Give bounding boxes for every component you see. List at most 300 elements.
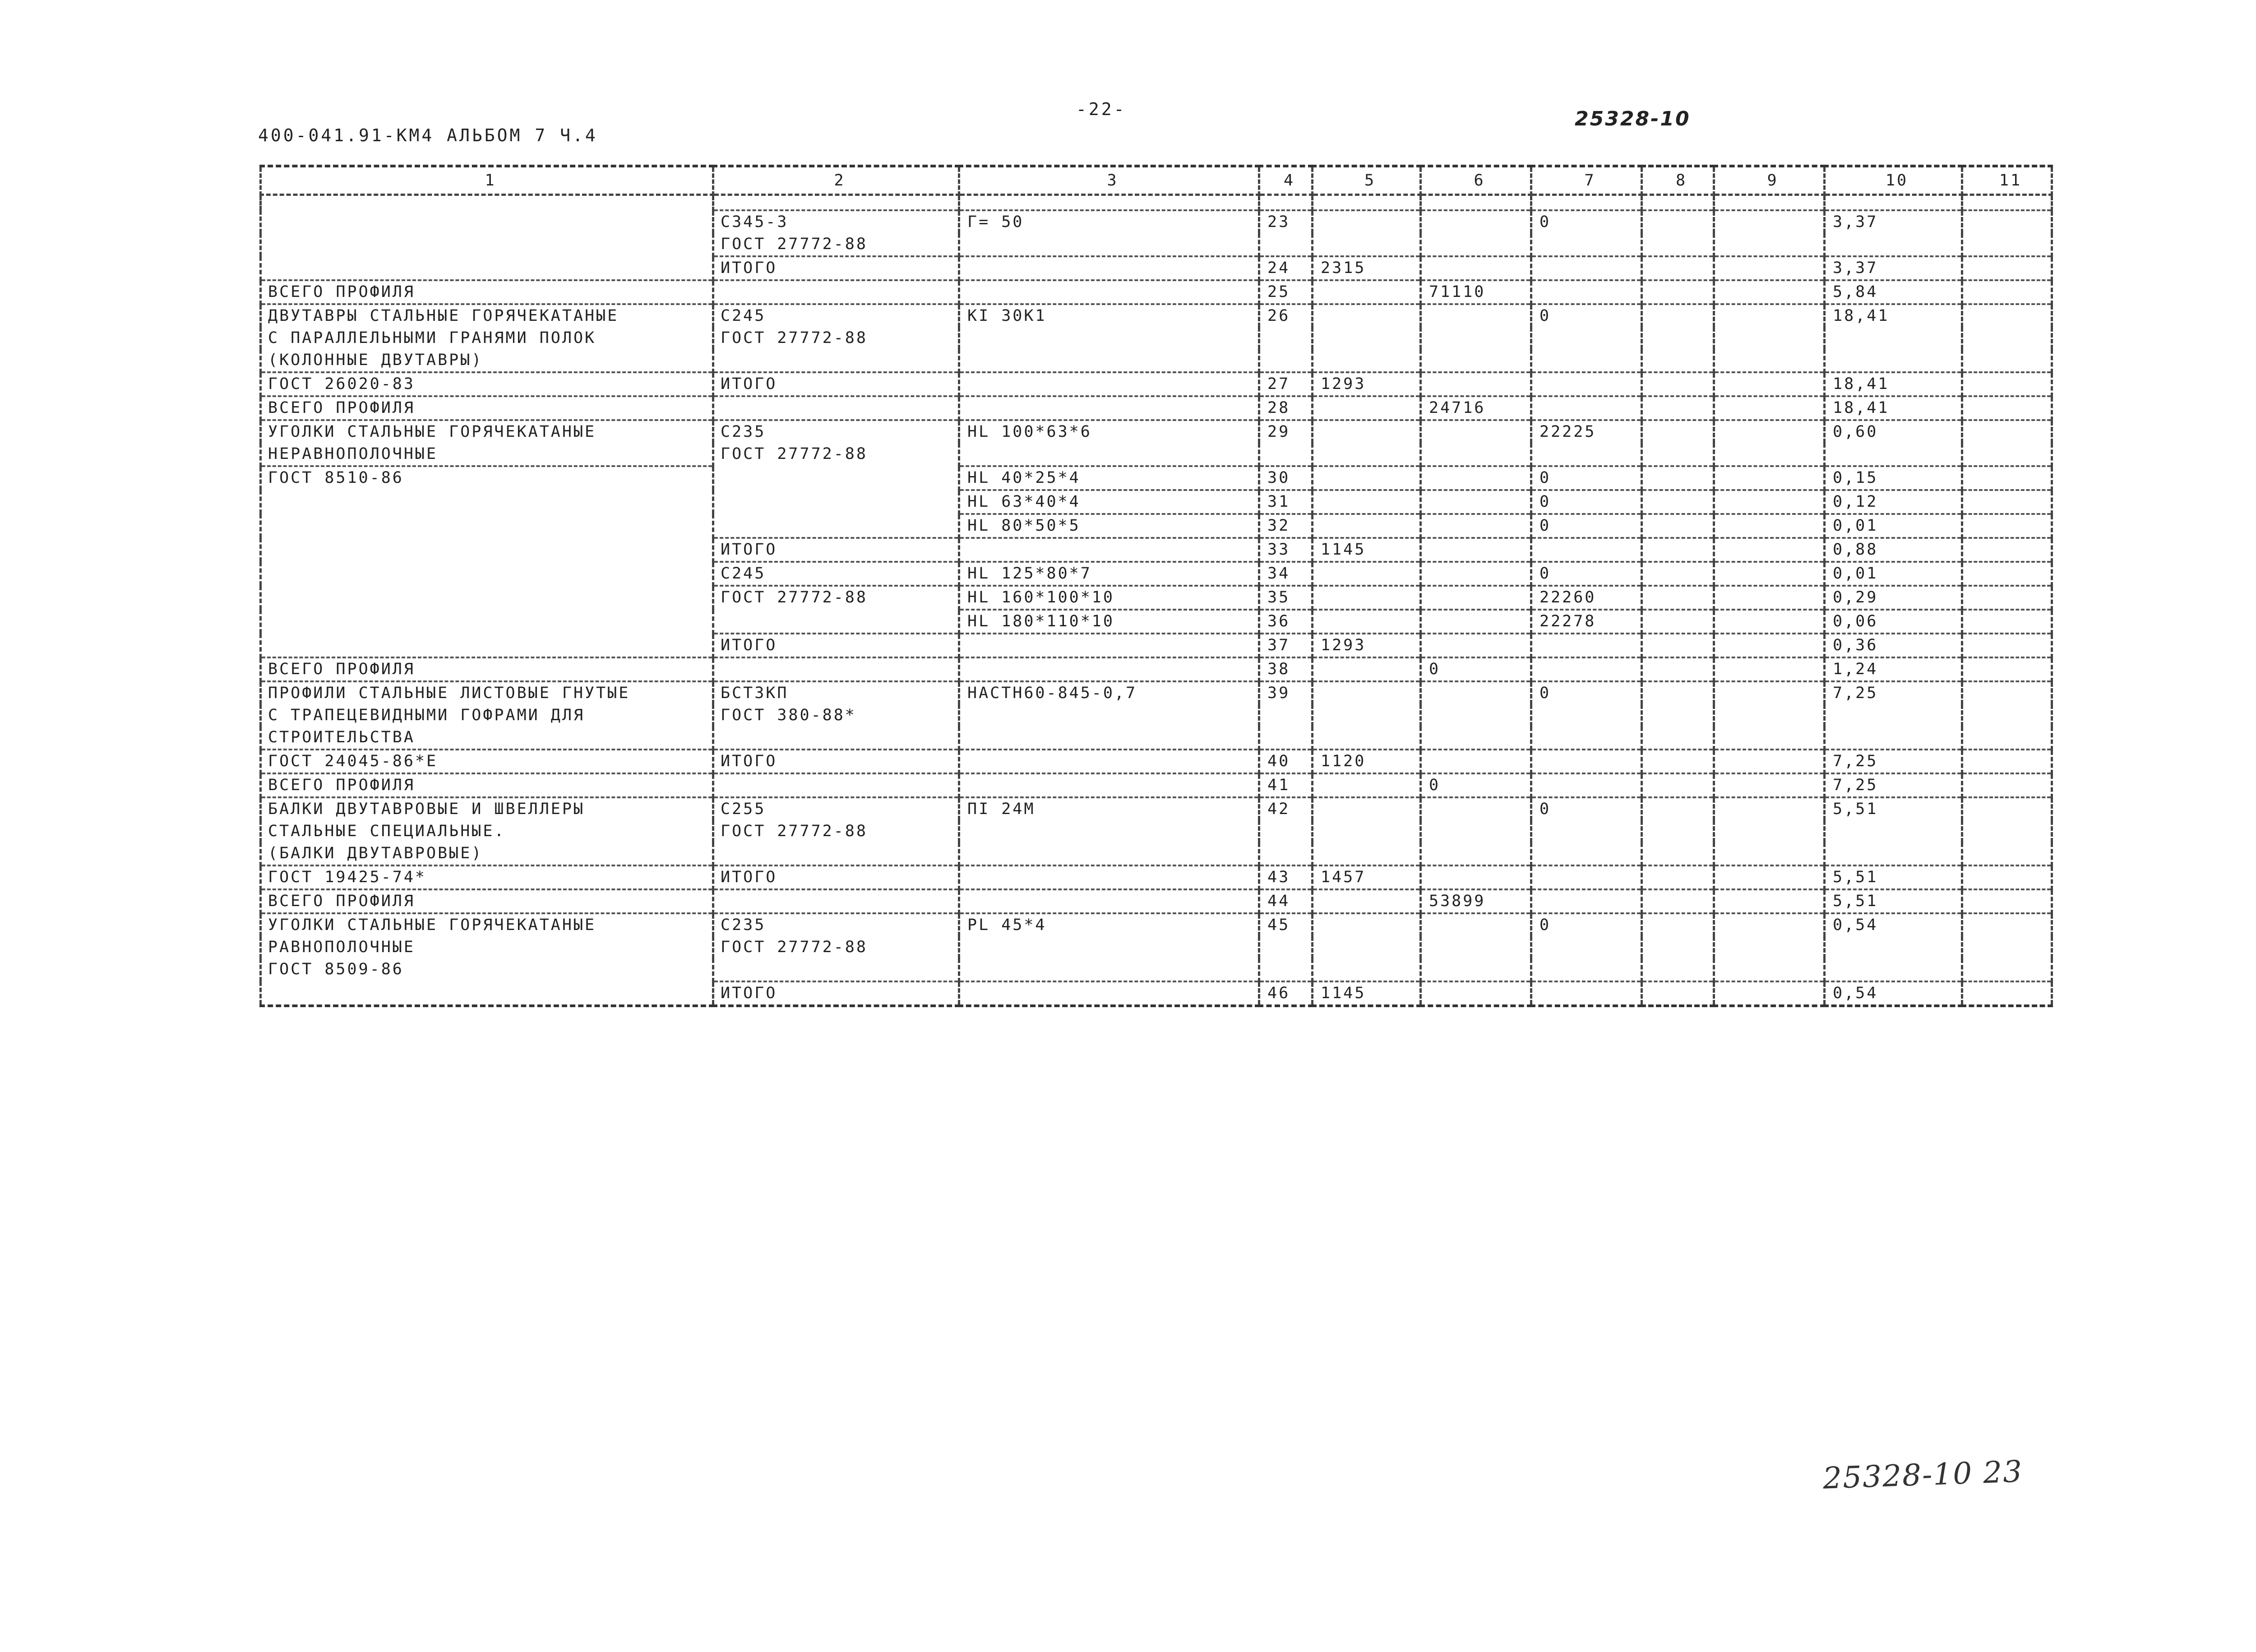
cell-col-5 — [1313, 727, 1421, 750]
cell-col-11 — [1962, 327, 2052, 349]
table-row — [261, 562, 2052, 586]
cell-col-6 — [1421, 820, 1531, 842]
cell-col-7: 0 — [1531, 797, 1642, 820]
cell-col-6: 24716 — [1421, 396, 1531, 420]
table-row — [261, 773, 2052, 797]
cell-col-10 — [1825, 842, 1962, 865]
cell-col-6 — [1421, 981, 1531, 1006]
cell-col-7: 22278 — [1531, 610, 1642, 634]
cell-col-9 — [1714, 280, 1825, 304]
cell-col-5 — [1313, 704, 1421, 727]
cell-col-9 — [1714, 586, 1825, 610]
cell-col-10: 7,25 — [1825, 681, 1962, 704]
cell-col-3 — [959, 958, 1259, 981]
cell-col-4 — [1259, 936, 1313, 958]
cell-col-9 — [1714, 490, 1825, 514]
cell-col-2 — [713, 396, 959, 420]
cell-col-1: С ПАРАЛЛЕЛЬНЫМИ ГРАНЯМИ ПОЛОК — [261, 327, 713, 349]
cell-col-6 — [1421, 958, 1531, 981]
cell-col-11 — [1962, 634, 2052, 657]
cell-col-2 — [713, 490, 959, 514]
cell-col-4 — [1259, 704, 1313, 727]
cell-col-5: 1145 — [1313, 981, 1421, 1006]
cell-col-6 — [1421, 256, 1531, 280]
cell-col-2 — [713, 466, 959, 490]
cell-col-4: 45 — [1259, 913, 1313, 936]
cell-col-9 — [1714, 256, 1825, 280]
cell-col-6: 0 — [1421, 657, 1531, 681]
cell-col-8 — [1642, 586, 1714, 610]
cell-col-10: 3,37 — [1825, 256, 1962, 280]
cell-col-9 — [1714, 865, 1825, 889]
table-row — [261, 634, 2052, 657]
cell-col-11 — [1962, 657, 2052, 681]
cell-col-8 — [1642, 820, 1714, 842]
cell-col-2: ГОСТ 27772-88 — [713, 586, 959, 610]
cell-col-3 — [959, 865, 1259, 889]
cell-col-7 — [1531, 538, 1642, 562]
cell-col-11 — [1962, 610, 2052, 634]
cell-col-11 — [1962, 936, 2052, 958]
cell-col-3 — [959, 280, 1259, 304]
cell-col-6 — [1421, 490, 1531, 514]
column-header: 4 — [1259, 166, 1313, 195]
cell-col-8 — [1642, 490, 1714, 514]
cell-col-8 — [1642, 727, 1714, 750]
cell-col-5: 1293 — [1313, 634, 1421, 657]
cell-col-2 — [713, 842, 959, 865]
cell-col-9 — [1714, 936, 1825, 958]
cell-col-10: 0,12 — [1825, 490, 1962, 514]
cell-col-6 — [1421, 797, 1531, 820]
cell-col-7 — [1531, 889, 1642, 913]
cell-col-6 — [1421, 865, 1531, 889]
cell-col-1 — [261, 981, 713, 1006]
cell-col-1 — [261, 634, 713, 657]
cell-col-11 — [1962, 681, 2052, 704]
cell-col-3: Г= 50 — [959, 210, 1259, 233]
cell-col-8 — [1642, 936, 1714, 958]
cell-col-7 — [1531, 634, 1642, 657]
cell-col-3 — [959, 349, 1259, 372]
cell-col-10 — [1825, 443, 1962, 466]
cell-col-4: 43 — [1259, 865, 1313, 889]
cell-col-3 — [959, 842, 1259, 865]
table-row — [261, 704, 2052, 727]
table-row — [261, 327, 2052, 349]
cell-col-11 — [1962, 396, 2052, 420]
cell-col-3 — [959, 704, 1259, 727]
table-row — [261, 466, 2052, 490]
cell-col-10: 0,29 — [1825, 586, 1962, 610]
cell-col-9 — [1714, 514, 1825, 538]
cell-col-8 — [1642, 210, 1714, 233]
cell-col-3 — [959, 889, 1259, 913]
cell-col-9 — [1714, 233, 1825, 256]
cell-col-6 — [1421, 634, 1531, 657]
cell-col-6 — [1421, 538, 1531, 562]
cell-col-5 — [1313, 562, 1421, 586]
cell-col-5 — [1313, 349, 1421, 372]
cell-col-10: 0,88 — [1825, 538, 1962, 562]
cell-col-4: 28 — [1259, 396, 1313, 420]
cell-col-5 — [1313, 280, 1421, 304]
cell-col-8 — [1642, 327, 1714, 349]
cell-col-3: КI 30К1 — [959, 304, 1259, 327]
archive-number: 25328-10 — [1575, 107, 1691, 130]
cell-col-11 — [1962, 981, 2052, 1006]
cell-col-7 — [1531, 396, 1642, 420]
cell-col-6 — [1421, 681, 1531, 704]
column-header: 7 — [1531, 166, 1642, 195]
cell-col-11 — [1962, 913, 2052, 936]
cell-col-7 — [1531, 750, 1642, 773]
cell-col-3 — [959, 773, 1259, 797]
column-header: 10 — [1825, 166, 1962, 195]
cell-col-3 — [959, 634, 1259, 657]
cell-col-2: ИТОГО — [713, 256, 959, 280]
cell-col-1: НЕРАВНОПОЛОЧНЫЕ — [261, 443, 713, 466]
cell-col-10: 0,01 — [1825, 514, 1962, 538]
cell-col-9 — [1714, 466, 1825, 490]
cell-col-5 — [1313, 797, 1421, 820]
cell-col-1: СТРОИТЕЛЬСТВА — [261, 727, 713, 750]
cell-col-5 — [1313, 514, 1421, 538]
cell-col-7 — [1531, 349, 1642, 372]
cell-col-3: НL 180*110*10 — [959, 610, 1259, 634]
cell-col-10 — [1825, 327, 1962, 349]
cell-col-4: 32 — [1259, 514, 1313, 538]
document-code: 400-041.91-КМ4 АЛЬБОМ 7 Ч.4 — [258, 125, 598, 145]
cell-col-1 — [261, 514, 713, 538]
cell-col-9 — [1714, 372, 1825, 396]
cell-col-3 — [959, 256, 1259, 280]
cell-col-5 — [1313, 773, 1421, 797]
cell-col-5: 2315 — [1313, 256, 1421, 280]
cell-col-7: 0 — [1531, 466, 1642, 490]
cell-col-9 — [1714, 704, 1825, 727]
cell-col-5: 1145 — [1313, 538, 1421, 562]
table-row — [261, 490, 2052, 514]
cell-col-8 — [1642, 704, 1714, 727]
cell-col-9 — [1714, 634, 1825, 657]
cell-col-5 — [1313, 490, 1421, 514]
cell-col-9 — [1714, 304, 1825, 327]
cell-col-8 — [1642, 773, 1714, 797]
cell-col-11 — [1962, 889, 2052, 913]
cell-col-2: ГОСТ 27772-88 — [713, 327, 959, 349]
cell-col-6 — [1421, 233, 1531, 256]
cell-col-9 — [1714, 727, 1825, 750]
handwritten-note: 25328-10 23 — [1822, 1454, 2024, 1496]
cell-col-7: 0 — [1531, 514, 1642, 538]
cell-col-9 — [1714, 657, 1825, 681]
table-row — [261, 657, 2052, 681]
cell-col-7: 0 — [1531, 681, 1642, 704]
cell-col-2: ИТОГО — [713, 538, 959, 562]
cell-col-2: С255 — [713, 797, 959, 820]
cell-col-10 — [1825, 349, 1962, 372]
cell-col-6: 71110 — [1421, 280, 1531, 304]
cell-col-1 — [261, 562, 713, 586]
cell-col-11 — [1962, 958, 2052, 981]
cell-col-6 — [1421, 210, 1531, 233]
cell-col-9 — [1714, 327, 1825, 349]
cell-col-2: С245 — [713, 304, 959, 327]
table-row — [261, 865, 2052, 889]
table-row — [261, 681, 2052, 704]
cell-col-11 — [1962, 750, 2052, 773]
cell-col-6 — [1421, 562, 1531, 586]
cell-col-4: 41 — [1259, 773, 1313, 797]
cell-col-2: С245 — [713, 562, 959, 586]
cell-col-7 — [1531, 936, 1642, 958]
cell-col-8 — [1642, 797, 1714, 820]
cell-col-10: 0,36 — [1825, 634, 1962, 657]
cell-col-4: 39 — [1259, 681, 1313, 704]
table-row — [261, 420, 2052, 443]
cell-col-9 — [1714, 913, 1825, 936]
cell-col-8 — [1642, 372, 1714, 396]
cell-col-4: 30 — [1259, 466, 1313, 490]
cell-col-10: 1,24 — [1825, 657, 1962, 681]
cell-col-3: НL 125*80*7 — [959, 562, 1259, 586]
cell-col-3 — [959, 981, 1259, 1006]
cell-col-2: ИТОГО — [713, 750, 959, 773]
cell-col-7 — [1531, 327, 1642, 349]
cell-col-10: 18,41 — [1825, 372, 1962, 396]
cell-col-8 — [1642, 396, 1714, 420]
cell-col-9 — [1714, 538, 1825, 562]
cell-col-8 — [1642, 233, 1714, 256]
cell-col-6 — [1421, 610, 1531, 634]
cell-col-7 — [1531, 981, 1642, 1006]
cell-col-9 — [1714, 797, 1825, 820]
cell-col-10 — [1825, 233, 1962, 256]
column-header: 11 — [1962, 166, 2052, 195]
cell-col-3 — [959, 396, 1259, 420]
cell-col-3 — [959, 820, 1259, 842]
cell-col-1 — [261, 490, 713, 514]
cell-col-4 — [1259, 958, 1313, 981]
cell-col-1 — [261, 210, 713, 233]
cell-col-6 — [1421, 349, 1531, 372]
cell-col-8 — [1642, 842, 1714, 865]
cell-col-11 — [1962, 538, 2052, 562]
cell-col-9 — [1714, 562, 1825, 586]
cell-col-5 — [1313, 889, 1421, 913]
cell-col-3 — [959, 233, 1259, 256]
cell-col-1: ВСЕГО ПРОФИЛЯ — [261, 657, 713, 681]
cell-col-8 — [1642, 913, 1714, 936]
cell-col-2 — [713, 610, 959, 634]
cell-col-11 — [1962, 820, 2052, 842]
cell-col-3 — [959, 372, 1259, 396]
cell-col-7 — [1531, 704, 1642, 727]
cell-col-6 — [1421, 842, 1531, 865]
cell-col-11 — [1962, 490, 2052, 514]
cell-col-5: 1293 — [1313, 372, 1421, 396]
cell-col-9 — [1714, 681, 1825, 704]
cell-col-3 — [959, 936, 1259, 958]
cell-col-2 — [713, 280, 959, 304]
cell-col-9 — [1714, 443, 1825, 466]
cell-col-4 — [1259, 727, 1313, 750]
cell-col-6 — [1421, 913, 1531, 936]
cell-col-6 — [1421, 304, 1531, 327]
cell-col-5 — [1313, 327, 1421, 349]
cell-col-9 — [1714, 958, 1825, 981]
cell-col-6 — [1421, 420, 1531, 443]
cell-col-11 — [1962, 514, 2052, 538]
cell-col-5 — [1313, 443, 1421, 466]
cell-col-11 — [1962, 865, 2052, 889]
cell-col-3 — [959, 750, 1259, 773]
cell-col-2: ГОСТ 27772-88 — [713, 936, 959, 958]
cell-col-7 — [1531, 280, 1642, 304]
cell-col-1: ГОСТ 24045-86*Е — [261, 750, 713, 773]
table-row — [261, 349, 2052, 372]
column-header: 8 — [1642, 166, 1714, 195]
cell-col-11 — [1962, 466, 2052, 490]
cell-col-9 — [1714, 820, 1825, 842]
cell-col-7 — [1531, 443, 1642, 466]
cell-col-10 — [1825, 704, 1962, 727]
column-header: 2 — [713, 166, 959, 195]
cell-col-7 — [1531, 233, 1642, 256]
cell-col-8 — [1642, 349, 1714, 372]
cell-col-1: ГОСТ 26020-83 — [261, 372, 713, 396]
column-header: 1 — [261, 166, 713, 195]
cell-col-11 — [1962, 210, 2052, 233]
cell-col-2: ГОСТ 27772-88 — [713, 820, 959, 842]
cell-col-1: ПРОФИЛИ СТАЛЬНЫЕ ЛИСТОВЫЕ ГНУТЫЕ — [261, 681, 713, 704]
cell-col-1: РАВНОПОЛОЧНЫЕ — [261, 936, 713, 958]
cell-col-4: 24 — [1259, 256, 1313, 280]
table-row — [261, 586, 2052, 610]
cell-col-10: 0,60 — [1825, 420, 1962, 443]
cell-col-2: С235 — [713, 913, 959, 936]
cell-col-5 — [1313, 936, 1421, 958]
cell-col-4 — [1259, 349, 1313, 372]
cell-col-3 — [959, 657, 1259, 681]
cell-col-2: ИТОГО — [713, 981, 959, 1006]
cell-col-10: 0,54 — [1825, 913, 1962, 936]
cell-col-6 — [1421, 466, 1531, 490]
cell-col-5 — [1313, 657, 1421, 681]
cell-col-3 — [959, 443, 1259, 466]
cell-col-7 — [1531, 727, 1642, 750]
cell-col-11 — [1962, 842, 2052, 865]
cell-col-10: 5,51 — [1825, 889, 1962, 913]
cell-col-9 — [1714, 842, 1825, 865]
cell-col-1: ВСЕГО ПРОФИЛЯ — [261, 280, 713, 304]
cell-col-1: (БАЛКИ ДВУТАВРОВЫЕ) — [261, 842, 713, 865]
cell-col-4: 42 — [1259, 797, 1313, 820]
cell-col-1 — [261, 256, 713, 280]
cell-col-4 — [1259, 327, 1313, 349]
page-number: -22- — [1076, 99, 1127, 119]
cell-col-4: 33 — [1259, 538, 1313, 562]
cell-col-11 — [1962, 704, 2052, 727]
specification-table — [259, 165, 2053, 1007]
cell-col-10: 7,25 — [1825, 773, 1962, 797]
cell-col-4: 34 — [1259, 562, 1313, 586]
cell-col-8 — [1642, 466, 1714, 490]
table-row — [261, 842, 2052, 865]
table-row — [261, 913, 2052, 936]
cell-col-5 — [1313, 820, 1421, 842]
cell-col-4: 35 — [1259, 586, 1313, 610]
cell-col-5 — [1313, 842, 1421, 865]
cell-col-4: 23 — [1259, 210, 1313, 233]
table-row — [261, 443, 2052, 466]
cell-col-3: НАСТН60-845-0,7 — [959, 681, 1259, 704]
cell-col-8 — [1642, 256, 1714, 280]
cell-col-7: 0 — [1531, 304, 1642, 327]
cell-col-8 — [1642, 657, 1714, 681]
cell-col-9 — [1714, 773, 1825, 797]
cell-col-8 — [1642, 304, 1714, 327]
cell-col-8 — [1642, 280, 1714, 304]
cell-col-2: ГОСТ 27772-88 — [713, 443, 959, 466]
cell-col-1 — [261, 586, 713, 610]
cell-col-5 — [1313, 396, 1421, 420]
cell-col-1: ВСЕГО ПРОФИЛЯ — [261, 889, 713, 913]
cell-col-11 — [1962, 372, 2052, 396]
cell-col-8 — [1642, 420, 1714, 443]
cell-col-3: НL 100*63*6 — [959, 420, 1259, 443]
cell-col-10 — [1825, 820, 1962, 842]
cell-col-4 — [1259, 842, 1313, 865]
cell-col-10: 18,41 — [1825, 396, 1962, 420]
cell-col-7: 0 — [1531, 562, 1642, 586]
table-row — [261, 981, 2052, 1006]
cell-col-9 — [1714, 420, 1825, 443]
cell-col-1 — [261, 610, 713, 634]
cell-col-10: 5,51 — [1825, 797, 1962, 820]
cell-col-4 — [1259, 820, 1313, 842]
table-row — [261, 820, 2052, 842]
cell-col-6 — [1421, 443, 1531, 466]
cell-col-8 — [1642, 981, 1714, 1006]
cell-col-5 — [1313, 420, 1421, 443]
cell-col-2: ИТОГО — [713, 865, 959, 889]
cell-col-7: 22260 — [1531, 586, 1642, 610]
cell-col-5 — [1313, 913, 1421, 936]
cell-col-7 — [1531, 256, 1642, 280]
cell-col-6 — [1421, 372, 1531, 396]
cell-col-10 — [1825, 958, 1962, 981]
cell-col-4: 37 — [1259, 634, 1313, 657]
cell-col-9 — [1714, 750, 1825, 773]
column-header: 6 — [1421, 166, 1531, 195]
column-number-row — [261, 166, 2052, 195]
cell-col-6 — [1421, 750, 1531, 773]
cell-col-5 — [1313, 210, 1421, 233]
cell-col-2: ГОСТ 380-88* — [713, 704, 959, 727]
cell-col-5 — [1313, 466, 1421, 490]
cell-col-8 — [1642, 681, 1714, 704]
cell-col-6 — [1421, 936, 1531, 958]
cell-col-3: НL 63*40*4 — [959, 490, 1259, 514]
cell-col-2 — [713, 958, 959, 981]
cell-col-10: 0,15 — [1825, 466, 1962, 490]
table-row — [261, 372, 2052, 396]
cell-col-1: С ТРАПЕЦЕВИДНЫМИ ГОФРАМИ ДЛЯ — [261, 704, 713, 727]
cell-col-1: УГОЛКИ СТАЛЬНЫЕ ГОРЯЧЕКАТАНЫЕ — [261, 420, 713, 443]
cell-col-2 — [713, 773, 959, 797]
